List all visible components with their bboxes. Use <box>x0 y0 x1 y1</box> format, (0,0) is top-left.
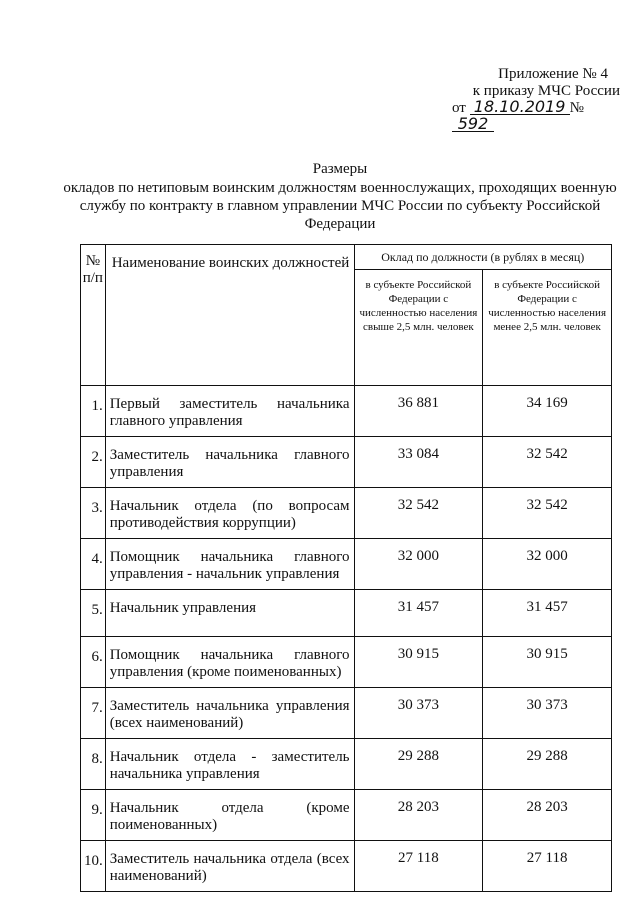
handwritten-order-number: 592 <box>452 117 494 132</box>
row-salary-under: 32 542 <box>483 437 612 488</box>
row-salary-over: 33 084 <box>354 437 483 488</box>
table-row <box>81 488 612 539</box>
header-population-under: в субъекте Российской Федерации с численностью населения менее 2,5 млн. человек <box>483 270 612 386</box>
table-row <box>81 790 612 841</box>
handwritten-date: 18.10.2019 <box>470 100 570 115</box>
row-salary-over: 32 000 <box>354 539 483 590</box>
row-salary-under: 31 457 <box>483 590 612 637</box>
row-position-name: Заместитель начальника главного управления <box>105 437 354 488</box>
header-salary: Оклад по должности (в рублях в месяц) <box>354 245 611 270</box>
row-salary-over: 27 118 <box>354 841 483 892</box>
appendix-order-ref: к приказу МЧС России <box>472 83 620 99</box>
row-position-name: Заместитель начальника управления (всех наименований) <box>105 688 354 739</box>
appendix-no-label: № <box>569 100 584 116</box>
row-position-name: Начальник отдела - заместитель начальника управления <box>105 739 354 790</box>
appendix-title: Приложение № 4 <box>498 66 608 82</box>
row-number: 6. <box>81 637 106 688</box>
header-position-name: Наименование воинских должностей <box>105 245 354 386</box>
row-salary-over: 36 881 <box>354 386 483 437</box>
row-number: 2. <box>81 437 106 488</box>
row-position-name: Начальник управления <box>105 590 354 637</box>
appendix-date-line <box>440 97 620 134</box>
row-position-name: Начальник отдела (по вопросам противодействия коррупции) <box>105 488 354 539</box>
row-salary-under: 29 288 <box>483 739 612 790</box>
appendix-from-label: от <box>452 100 466 116</box>
document-title <box>60 160 620 233</box>
header-number: № п/п <box>81 245 106 386</box>
row-number: 1. <box>81 386 106 437</box>
row-position-name: Заместитель начальника отдела (всех наименований) <box>105 841 354 892</box>
table-row <box>81 688 612 739</box>
row-number: 8. <box>81 739 106 790</box>
table-row <box>81 637 612 688</box>
row-salary-under: 30 915 <box>483 637 612 688</box>
row-number: 9. <box>81 790 106 841</box>
row-salary-under: 30 373 <box>483 688 612 739</box>
row-salary-over: 28 203 <box>354 790 483 841</box>
table-row <box>81 590 612 637</box>
header-population-over: в субъекте Российской Федерации с численностью населения свыше 2,5 млн. человек <box>354 270 483 386</box>
title-heading: Размеры <box>312 161 368 177</box>
row-number: 3. <box>81 488 106 539</box>
row-salary-under: 34 169 <box>483 386 612 437</box>
table-row <box>81 437 612 488</box>
row-salary-under: 32 542 <box>483 488 612 539</box>
row-number: 5. <box>81 590 106 637</box>
row-salary-over: 32 542 <box>354 488 483 539</box>
table-row <box>81 539 612 590</box>
row-salary-under: 28 203 <box>483 790 612 841</box>
salary-table-body <box>81 386 612 892</box>
table-row <box>81 386 612 437</box>
row-salary-over: 31 457 <box>354 590 483 637</box>
title-description: окладов по нетиповым воинским должностям военнослужащих, проходящих военную службу по контракту в главном управлении МЧС России по субъекту Российской Федерации <box>63 180 617 232</box>
row-position-name: Помощник начальника главного управления - начальник управления <box>105 539 354 590</box>
row-number: 10. <box>81 841 106 892</box>
row-salary-under: 32 000 <box>483 539 612 590</box>
row-position-name: Помощник начальника главного управления (кроме поименованных) <box>105 637 354 688</box>
row-salary-under: 27 118 <box>483 841 612 892</box>
salary-table <box>80 244 612 892</box>
row-number: 4. <box>81 539 106 590</box>
row-salary-over: 29 288 <box>354 739 483 790</box>
row-position-name: Первый заместитель начальника главного управления <box>105 386 354 437</box>
table-row <box>81 739 612 790</box>
appendix-block <box>440 66 620 134</box>
row-salary-over: 30 915 <box>354 637 483 688</box>
row-position-name: Начальник отдела (кроме поименованных) <box>105 790 354 841</box>
row-salary-over: 30 373 <box>354 688 483 739</box>
row-number: 7. <box>81 688 106 739</box>
table-row <box>81 841 612 892</box>
